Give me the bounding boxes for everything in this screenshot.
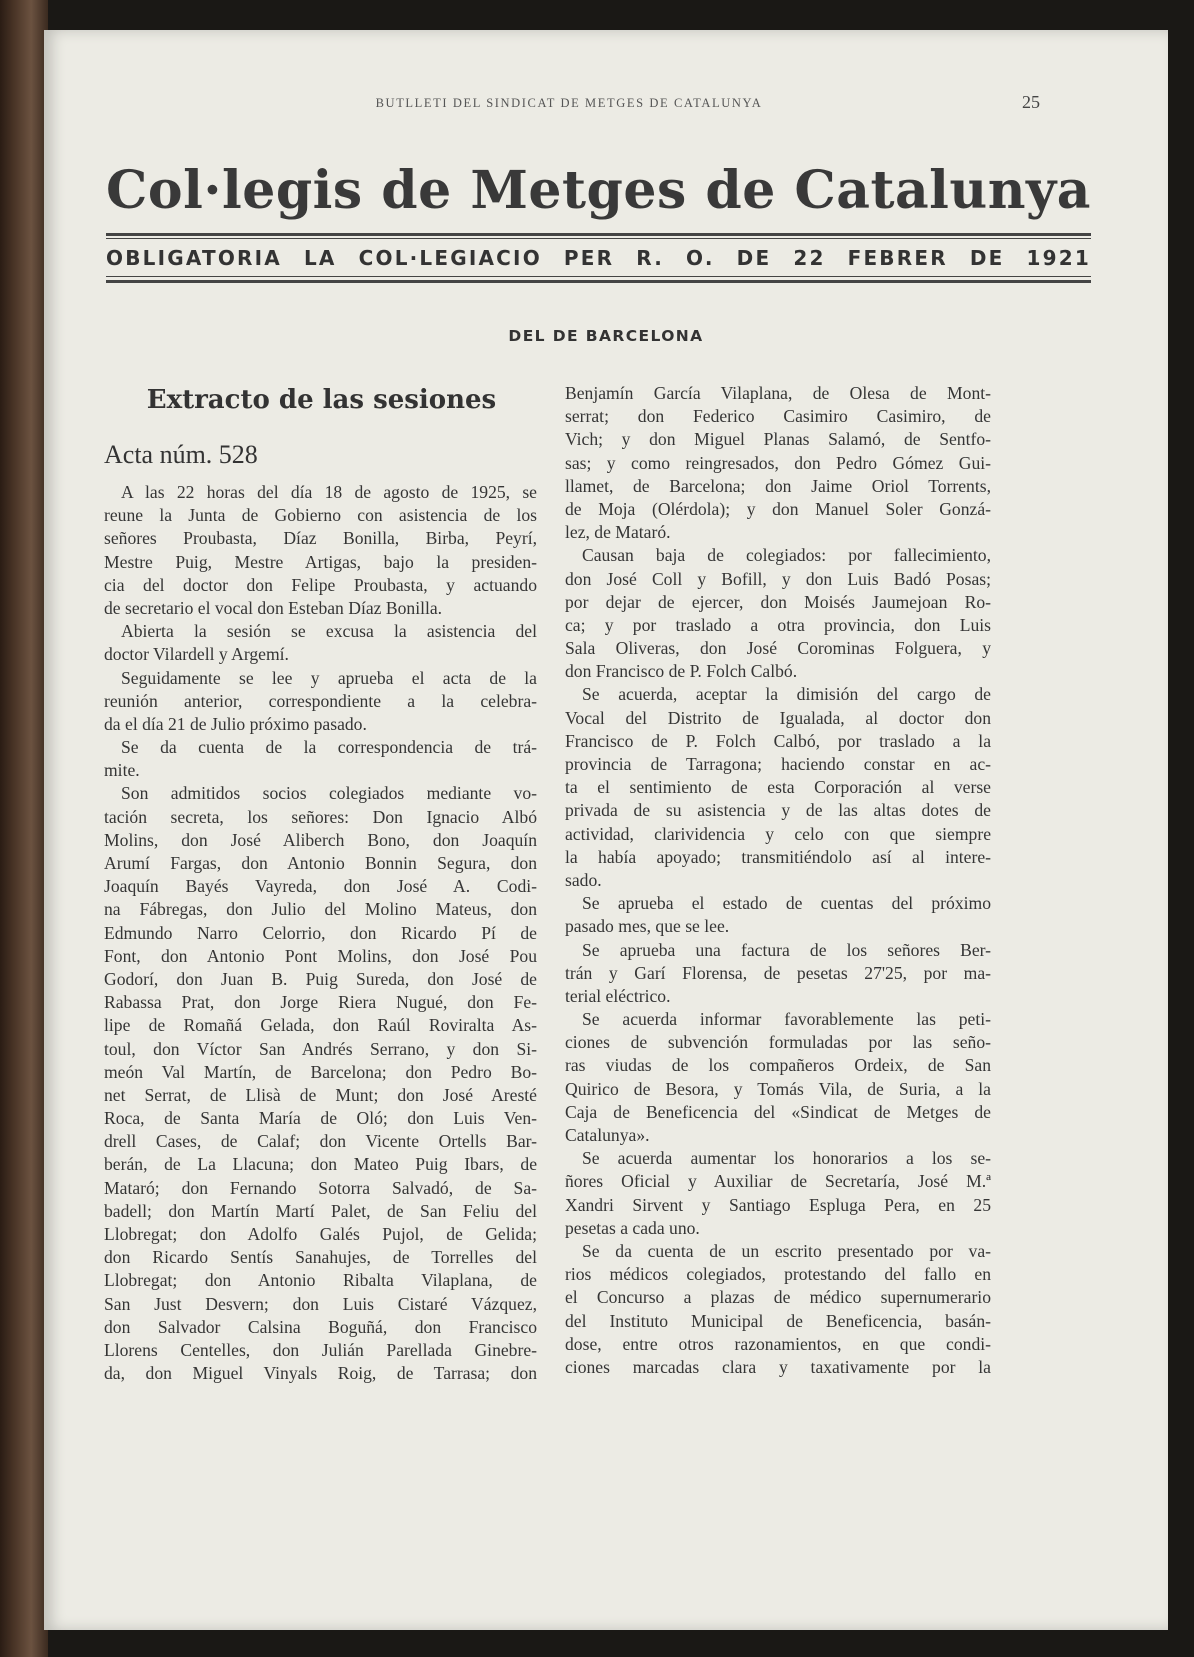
text-line: berán, de La Llacuna; don Mateo Puig Ibars, de [104,1154,537,1175]
text-line: Mestre Puig, Mestre Artigas, bajo la presiden- [104,551,537,572]
text-line: Se da cuenta de la correspondencia de trá- [121,737,537,758]
text-line: ciones de subvención formuladas por las seño- [565,1032,991,1053]
text-line: trán y Garí Florensa, de pesetas 27'25, por ma- [565,962,991,983]
left-column [104,481,537,1385]
text-line: serrat; don Federico Casimiro Casimiro, de [565,406,991,427]
text-line: toul, don Víctor San Andrés Serrano, y don Si- [104,1038,537,1059]
text-line: actividad, clarividencia y celo con que siempre [565,823,991,844]
masthead-rule-bottom [106,280,1091,283]
text-line: Son admitidos socios colegiados mediante vo- [121,783,537,804]
page-number: 25 [1022,92,1040,112]
text-line: ciones marcadas clara y taxativamente por la [565,1356,991,1377]
text-line: Se da cuenta de un escrito presentado por va- [582,1240,991,1261]
text-line: lipe de Romañá Gelada, don Raúl Roviralta As- [104,1015,537,1036]
text-line: dose, entre otros razonamientos, en que condi- [565,1333,991,1354]
text-line: Godorí, don Juan B. Puig Sureda, don José de [104,968,537,989]
text-line: rios médicos colegiados, protestando del fallo en [565,1264,991,1285]
text-line: A las 22 horas del día 18 de agosto de 1925, se [121,482,537,502]
text-line: Abierta la sesión se excusa la asistencia del [121,621,537,642]
text-line: Joaquín Bayés Vayreda, don José A. Codi- [104,876,537,897]
text-line: Catalunya». [565,1125,650,1145]
text-line: badell; don Martín Martí Palet, de San Feliu del [104,1200,537,1221]
text-line: terial eléctrico. [565,985,671,1006]
text-line: don Francisco de P. Folch Calbó. [565,661,798,682]
text-line: cia del doctor don Felipe Proubasta, y actuando [104,574,537,595]
text-line: da, don Miguel Vinyals Roig, de Tarrasa; don [104,1363,537,1384]
text-line: Benjamín García Vilaplana, de Olesa de Mont- [565,383,991,403]
text-line: don Ricardo Sentís Sanahujes, de Torrelles del [104,1247,537,1268]
text-line: Caja de Beneficencia del «Sindicat de Metges de [565,1101,991,1122]
text-line: de Moja (Olérdola); y don Manuel Soler Gonzá- [565,498,991,519]
text-line: Se aprueba una factura de los señores Ber- [582,939,991,960]
text-line: don Salvador Calsina Boguñá, don Francisco [104,1316,537,1337]
text-line: provincia de Tarragona; haciendo constar en ac- [565,754,991,774]
text-line: drell Cases, de Calaf; don Vicente Ortells Bar- [104,1131,537,1152]
text-line: Llobregat; don Adolfo Galés Pujol, de Gelida; [104,1224,537,1244]
masthead-title: Col·legis de Metges de Catalunya [106,160,1091,221]
text-line: Edmundo Narro Celorrio, don Ricardo Pí de [104,922,537,943]
text-line: ta el sentimiento de esta Corporación al verse [565,777,991,798]
text-line: doctor Vilardell y Argemí. [104,644,289,665]
text-line: meón Val Martín, de Barcelona; don Pedro Bo- [104,1061,537,1082]
text-line: don José Coll y Bofill, y don Luis Badó Posas; [565,568,991,589]
running-head: BUTLLETI DEL SINDICAT DE METGES DE CATALUNYA [375,96,763,110]
text-line: mite. [104,760,140,781]
text-line: Seguidamente se lee y aprueba el acta de la [121,667,537,688]
text-line: sas; y como reingresados, don Pedro Gómez Gui- [565,452,991,473]
text-line: net Serrat, de Llisà de Munt; don José Aresté [104,1084,537,1105]
text-line: Se acuerda informar favorablemente las peti- [582,1009,991,1030]
text-line: Roca, de Santa María de Oló; don Luis Ven- [104,1108,537,1129]
text-line: Font, don Antonio Pont Molins, don José Pou [104,945,537,966]
masthead-subtitle: OBLIGATORIA LA COL·LEGIACIO PER R. O. DE 22 FEBRER DE 1921 [106,246,1091,270]
text-line: señores Proubasta, Díaz Bonilla, Birba, Peyrí, [104,528,537,549]
text-line: ras viudas de los compañeros Ordeix, de San [565,1055,991,1076]
text-line: na Fábregas, don Julio del Molino Mateus, don [104,899,537,920]
text-line: Xandri Sirvent y Santiago Espluga Pera, en 25 [565,1194,991,1215]
text-line: ca; y por traslado a otra provincia, don Luis [565,614,991,635]
book-spine [0,0,48,1657]
right-column [565,382,991,1379]
text-line: ñores Oficial y Auxiliar de Secretaría, José M.ª [565,1171,991,1192]
text-line: Causan baja de colegiados: por fallecimiento, [582,545,991,566]
text-line: del Instituto Municipal de Beneficencia, basán- [565,1310,991,1331]
text-line: Se aprueba el estado de cuentas del próximo [582,893,991,914]
text-line: reune la Junta de Gobierno con asistencia de los [104,505,537,526]
text-line: tación secreta, los señores: Don Ignacio Albó [104,806,537,827]
text-line: privada de su asistencia y de las altas dotes de [565,800,991,821]
text-line: Vocal del Distrito de Igualada, al doctor don [565,707,991,728]
text-line: lez, de Mataró. [565,522,671,543]
masthead-rule-top [106,233,1091,236]
text-line: la había apoyado; transmitiéndolo así al intere- [565,846,991,867]
text-line: pesetas a cada uno. [565,1217,700,1238]
acta-title: Acta núm. 528 [104,440,258,469]
text-line: Llorens Centelles, don Julián Parellada Ginebre- [104,1339,537,1360]
text-line: Sala Oliveras, don José Corominas Folguera, y [565,638,991,659]
document-page [44,30,1168,1630]
text-line: Arumí Fargas, don Antonio Bonnin Segura, don [104,853,537,873]
text-line: sado. [565,869,602,890]
text-line: Se acuerda, aceptar la dimisión del cargo de [582,684,991,705]
text-line: San Just Desvern; don Luis Cistaré Vázquez, [104,1293,537,1314]
text-line: Quirico de Besora, y Tomás Vila, de Suria, a la [565,1078,991,1099]
text-line: Llobregat; don Antonio Ribalta Vilaplana, de [104,1270,537,1291]
text-line: da el día 21 de Julio próximo pasado. [104,713,367,734]
text-line: llamet, de Barcelona; don Jaime Oriol Torrents, [565,475,991,496]
text-line: Vich; y don Miguel Planas Salamó, de Sentfo- [565,429,991,450]
text-line: Se acuerda aumentar los honorarios a los se- [582,1148,991,1169]
text-line: Mataró; don Fernando Sotorra Salvadó, de Sa- [104,1177,537,1198]
masthead-rule-top-thin [106,238,1091,239]
text-line: reunión anterior, correspondiente a la celebra- [104,690,537,711]
masthead-rule-bottom-thin [106,276,1091,277]
text-line: Rabassa Prat, don Jorge Riera Nugué, don Fe- [104,992,537,1013]
text-line: Molins, don José Aliberch Bono, don Joaquín [104,829,537,850]
text-line: Francisco de P. Folch Calbó, por traslado a la [565,730,991,751]
text-line: pasado mes, que se lee. [565,916,730,937]
text-line: el Concurso a plazas de médico supernumerario [565,1287,991,1308]
text-line: por dejar de ejercer, don Moisés Jaumejoan Ro- [565,591,991,612]
article-title: Extracto de las sesiones [146,385,497,415]
text-line: de secretario el vocal don Esteban Díaz Bonilla. [104,597,443,618]
section-label: DEL DE BARCELONA [508,327,704,345]
